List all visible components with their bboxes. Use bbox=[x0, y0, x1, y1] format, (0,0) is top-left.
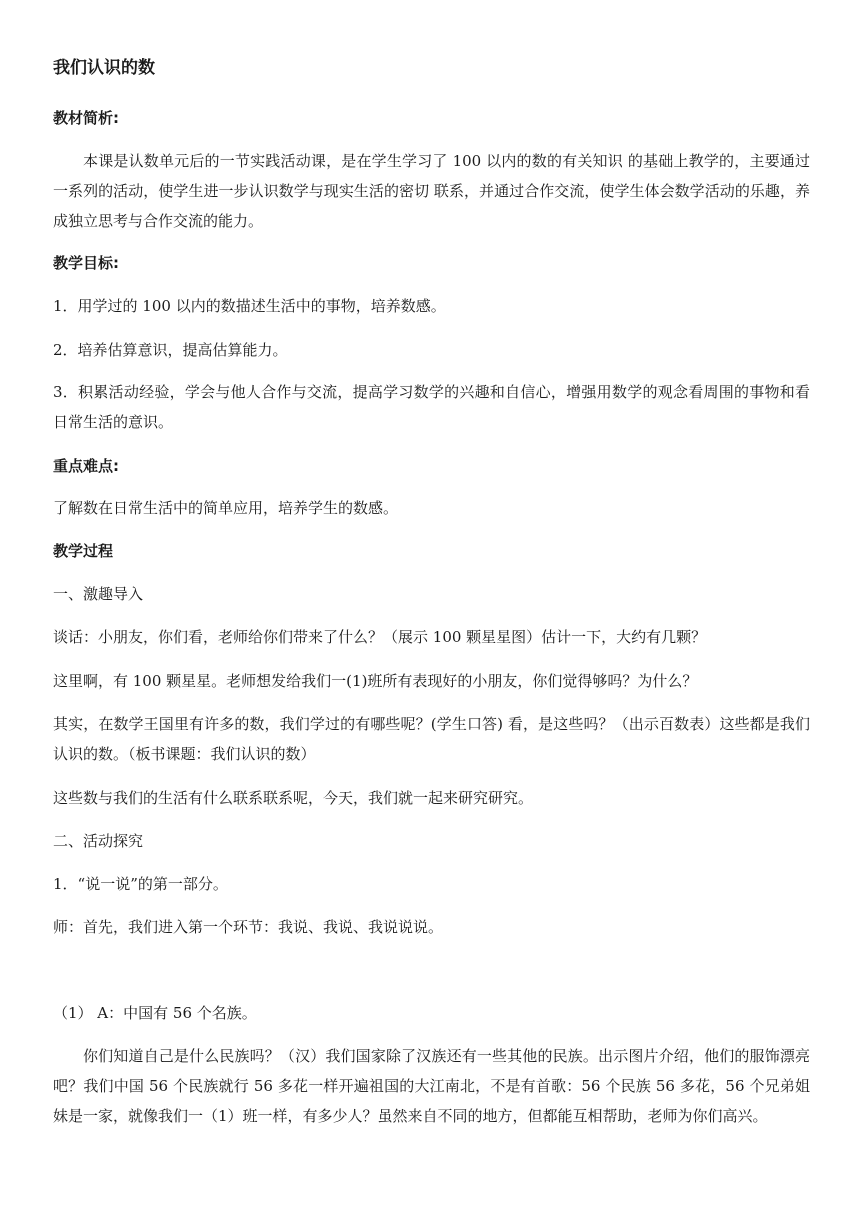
goal-item-3: 3．积累活动经验，学会与他人合作与交流，提高学习数学的兴趣和自信心，增强用数学的观念看周围的事物和看日常生活的意识。 bbox=[53, 383, 810, 431]
section-2-paragraph-1: 师：首先，我们进入第一个环节：我说、我说、我说说说。 bbox=[53, 918, 444, 936]
section-1-paragraph-4: 这些数与我们的生活有什么联系联系呢，今天，我们就一起来研究研究。 bbox=[53, 789, 534, 807]
goal-item-2: 2．培养估算意识，提高估算能力。 bbox=[53, 341, 288, 359]
key-points-text: 了解数在日常生活中的简单应用，培养学生的数感。 bbox=[53, 499, 399, 517]
section-2-heading: 二、活动探究 bbox=[53, 832, 144, 850]
section-2-subitem-1: （1） A：中国有 56 个名族。 bbox=[53, 1004, 257, 1022]
section-1-paragraph-3: 其实，在数学王国里有许多的数，我们学过的有哪些呢？(学生口答) 看，是这些吗？（出示百数表）这些都是我们认识的数。（板书课题：我们认识的数） bbox=[53, 715, 810, 763]
key-points-heading: 重点难点: bbox=[53, 457, 119, 475]
section-2-item-1: 1．“说一说”的第一部分。 bbox=[53, 875, 228, 893]
goals-heading: 教学目标: bbox=[53, 254, 119, 272]
process-heading: 教学过程 bbox=[53, 542, 114, 560]
section-1-paragraph-1: 谈话：小朋友，你们看，老师给你们带来了什么？（展示 100 颗星星图）估计一下，大约有几颗？ bbox=[53, 628, 707, 646]
document-title: 我们认识的数 bbox=[53, 58, 155, 78]
section-1-paragraph-2: 这里啊，有 100 颗星星。老师想发给我们一(1)班所有表现好的小朋友，你们觉得够吗？为什么？ bbox=[53, 672, 698, 690]
section-1-heading: 一、激趣导入 bbox=[53, 585, 144, 603]
goal-item-1: 1．用学过的 100 以内的数描述生活中的事物，培养数感。 bbox=[53, 297, 446, 315]
analysis-paragraph: 本课是认数单元后的一节实践活动课，是在学生学习了 100 以内的数的有关知识 的基础上教学的，主要通过一系列的活动，使学生进一步认识数学与现实生活的密切 联系，并通过合作交流，使学生体会数学活动的乐趣，养成独立思考与合作交流的能力。 bbox=[53, 152, 810, 230]
analysis-heading: 教材简析: bbox=[53, 109, 119, 127]
section-2-paragraph-2: 你们知道自己是什么民族吗？（汉）我们国家除了汉族还有一些其他的民族。出示图片介绍，他们的服饰漂亮吧？我们中国 56 个民族就行 56 多花一样开遍祖国的大江南北，不是有首歌：56 个民族 56 多花，56 个兄弟姐妹是一家，就像我们一（1）班一样，有多少人？虽然来自不同的地方，但都能互相帮助，老师为你们高兴。 bbox=[53, 1047, 810, 1125]
